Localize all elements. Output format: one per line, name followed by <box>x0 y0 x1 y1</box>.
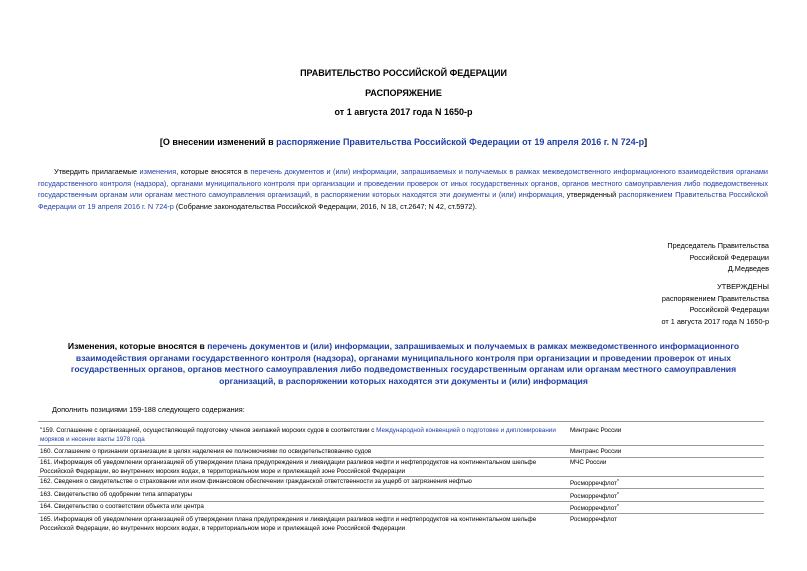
row-org-name: Росморречфлот <box>570 493 618 500</box>
row-org-mark: * <box>617 479 619 485</box>
signature-block <box>667 240 769 275</box>
document-type: РАСПОРЯЖЕНИЕ <box>365 88 442 98</box>
para-text-2: , которые вносятся в <box>176 167 251 176</box>
signature-line-3: Д.Медведев <box>727 264 769 273</box>
title-link[interactable]: распоряжение Правительства Российской Федерации от 19 апреля 2016 г. N 724-р <box>276 137 645 147</box>
approval-block <box>661 281 769 327</box>
row-divider <box>38 488 764 489</box>
approval-line-1: УТВЕРЖДЕНЫ <box>717 282 769 291</box>
row-org-mark: * <box>617 492 619 498</box>
row-org <box>570 478 760 489</box>
changes-prefix: Изменения, которые вносятся в <box>67 341 208 351</box>
title-prefix: [О внесении изменений в <box>159 137 277 147</box>
row-divider <box>38 501 764 502</box>
document-date-number: от 1 августа 2017 года N 1650-р <box>334 107 473 117</box>
document-title <box>0 137 807 147</box>
row-text-part: "159. Соглашение с организацией, осуществляющей подготовку членов экипажей морских судов в соответствии с <box>40 427 377 434</box>
row-text-link[interactable]: Международной конвенцией о подготовке и дипломировании моряков и несении вахты 1978 года <box>40 427 556 443</box>
row-text <box>40 427 560 444</box>
approval-line-3: Российской Федерации <box>689 305 769 314</box>
row-org-name: Росморречфлот <box>570 505 618 512</box>
row-org: Минтранс России <box>570 448 622 455</box>
para-link-order[interactable]: распоряжением Правительства Российской Федерации от 19 апреля 2016 г. N 724-р <box>38 190 769 211</box>
signature-line-1: Председатель Правительства <box>667 241 769 250</box>
approval-line-2: распоряжением Правительства <box>661 293 769 303</box>
para-text-1: Утвердить прилагаемые <box>54 167 140 176</box>
row-text: 165. Информация об уведомлении организацией об утверждении плана предупреждения и ликвидации разливов нефти и нефтепродуктов на континентальном шельфе Российской Федерации, во внутренних морских водах, в территориальном море и прилежащей зоне Российской Федерации <box>40 516 537 532</box>
row-text: 163. Свидетельство об одобрении типа аппаратуры <box>40 491 193 498</box>
para-text-4: (Собрание законодательства Российской Федерации, 2016, N 18, ст.2647; N 42, ст.5972). <box>173 201 477 211</box>
row-text: 161. Информация об уведомлении организацией об утверждении плана предупреждения и ликвидации разливов нефти и нефтепродуктов на континентальном шельфе Российской Федерации, во внутренних морских водах, в территориальном море и прилежащей зоне Российской Федерации <box>40 459 537 475</box>
government-title: ПРАВИТЕЛЬСТВО РОССИЙСКОЙ ФЕДЕРАЦИИ <box>300 68 507 78</box>
approval-line-4: от 1 августа 2017 года N 1650-р <box>661 316 769 326</box>
row-text: 162. Сведения о свидетельстве о страховании или ином финансовом обеспечении гражданской ответственности за ущерб от загрязнения нефтью <box>40 478 472 485</box>
row-org: Минтранс России <box>570 427 622 434</box>
row-org-mark: * <box>617 504 619 510</box>
para-link-list[interactable]: перечень документов и (или) информации, запрашиваемых и получаемых в рамках межведомственного информационного взаимодействия органами государственного контроля (надзора), органами муниципального контроля при организации и проведении проверок от иных государственных органов, органов местного самоуправления либо подведомственных государственным органам или органам местного самоуправления организаций, в распоряжении которых находятся эти документы и (или) информация <box>38 167 768 199</box>
row-text: 164. Свидетельство о соответствии объекта или центра <box>40 503 204 510</box>
lead-text: Дополнить позициями 159-188 следующего содержания: <box>52 405 245 414</box>
row-org <box>570 503 760 514</box>
signature-line-2: Российской Федерации <box>689 252 769 262</box>
row-org-name: Росморречфлот <box>570 480 618 487</box>
row-divider <box>38 457 764 458</box>
changes-heading <box>50 341 757 387</box>
changes-link[interactable]: перечень документов и (или) информации, запрашиваемых и получаемых в рамках межведомственного информационного взаимодействия органами государственного контроля (надзора), органами муниципального контроля при организации и проведении проверок от иных государственных органов, органов местного самоуправления либо подведомственных государственным органам или органам местного самоуправления организаций, в распоряжении которых находятся эти документы и (или) информация <box>70 341 740 386</box>
title-suffix: ] <box>644 137 648 147</box>
para-text-3: , утвержденный <box>562 190 619 199</box>
row-org: МЧС России <box>570 459 607 466</box>
para-link-changes[interactable]: изменения <box>139 167 177 176</box>
row-divider <box>38 421 764 422</box>
row-org: Росморречфлот <box>570 516 618 523</box>
row-divider <box>38 445 764 446</box>
main-paragraph <box>38 166 768 212</box>
row-divider <box>38 476 764 477</box>
row-divider <box>38 513 764 514</box>
row-org <box>570 491 760 502</box>
row-text: 160. Соглашение о признании организации в целях наделения ее полномочиями по освидетельствованию судов <box>40 448 372 455</box>
